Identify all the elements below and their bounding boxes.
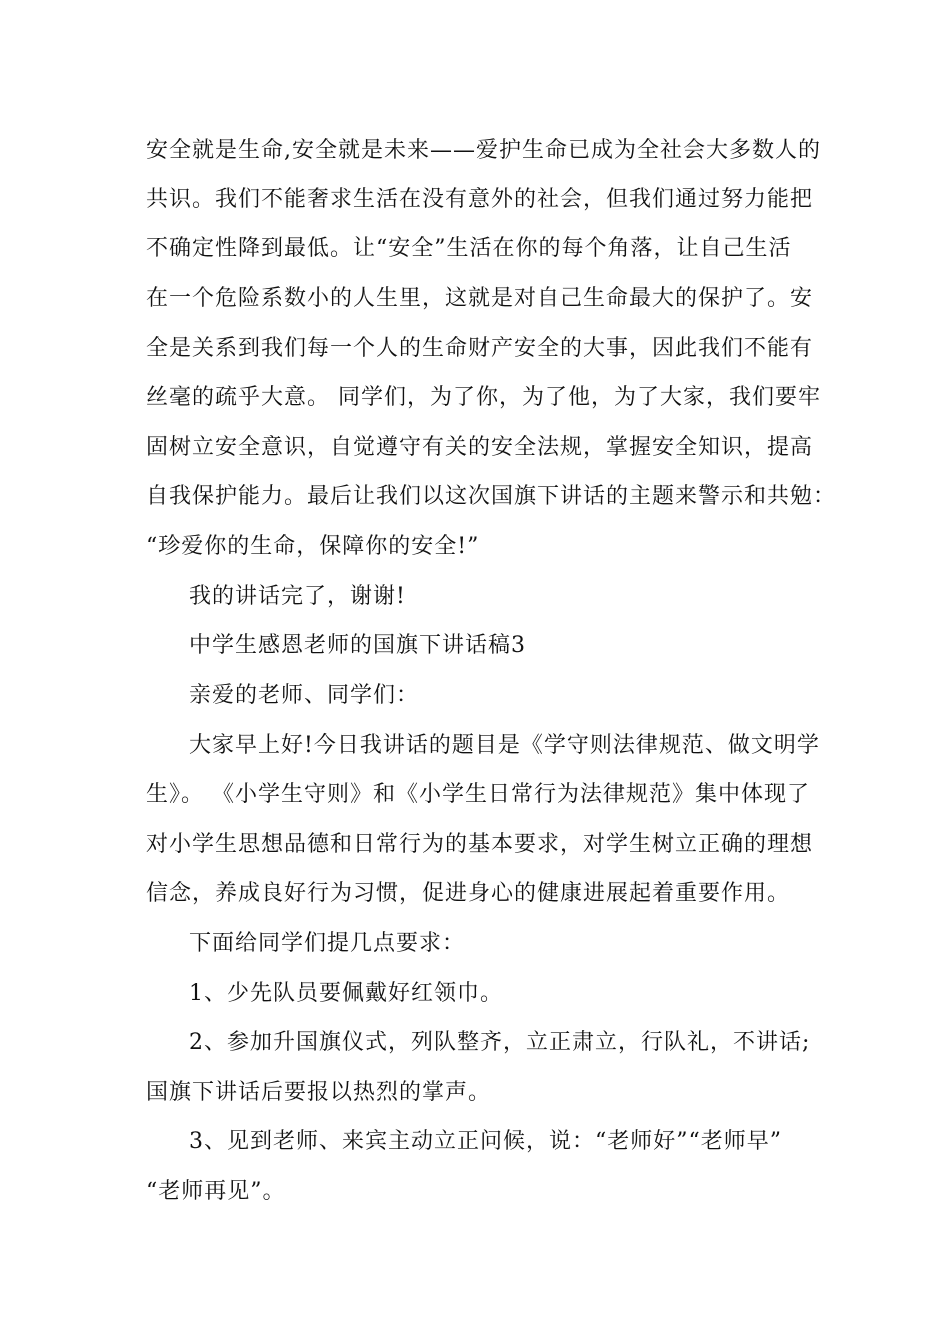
text-line: 生》。 《小学生守则》和《小学生日常行为法律规范》集中体现了 xyxy=(146,782,810,807)
text-line: 3、见到老师、来宾主动立正问候，说：“老师好”“老师早” xyxy=(189,1129,782,1154)
text-line: 丝毫的疏乎大意。 同学们，为了你，为了他，为了大家，我们要牢 xyxy=(146,385,821,410)
text-line: 信念，养成良好行为习惯，促进身心的健康进展起着重要作用。 xyxy=(146,881,791,906)
text-line: 中学生感恩老师的国旗下讲话稿3 xyxy=(189,633,526,658)
text-line: 安全就是生命,安全就是未来——爱护生命已成为全社会大多数人的 xyxy=(146,138,821,163)
text-line: 全是关系到我们每一个人的生命财产安全的大事，因此我们不能有 xyxy=(146,336,814,361)
text-line: 大家早上好!今日我讲话的题目是《学守则法律规范、做文明学 xyxy=(189,733,820,758)
text-line: “老师再见”。 xyxy=(146,1179,286,1204)
text-line: 国旗下讲话后要报以热烈的掌声。 xyxy=(146,1080,492,1105)
text-line: 1、少先队员要佩戴好红领巾。 xyxy=(189,981,503,1006)
text-line: 固树立安全意识，自觉遵守有关的安全法规，掌握安全知识，提高 xyxy=(146,435,814,460)
text-line: 对小学生思想品德和日常行为的基本要求，对学生树立正确的理想 xyxy=(146,832,814,857)
text-line: 下面给同学们提几点要求： xyxy=(189,931,466,956)
text-line: 共识。我们不能奢求生活在没有意外的社会，但我们通过努力能把 xyxy=(146,187,814,212)
text-line: “珍爱你的生命，保障你的安全!” xyxy=(146,534,480,559)
text-line: 在一个危险系数小的人生里，这就是对自己生命最大的保护了。安 xyxy=(146,286,814,311)
text-line: 2、参加升国旗仪式，列队整齐，立正肃立，行队礼，不讲话; xyxy=(189,1030,811,1055)
text-line: 自我保护能力。最后让我们以这次国旗下讲话的主题来警示和共勉： xyxy=(146,484,837,509)
text-line: 亲爱的老师、同学们： xyxy=(189,683,420,708)
text-line: 不确定性降到最低。让“安全”生活在你的每个角落，让自己生活 xyxy=(146,236,792,261)
text-line: 我的讲话完了，谢谢! xyxy=(189,584,406,609)
